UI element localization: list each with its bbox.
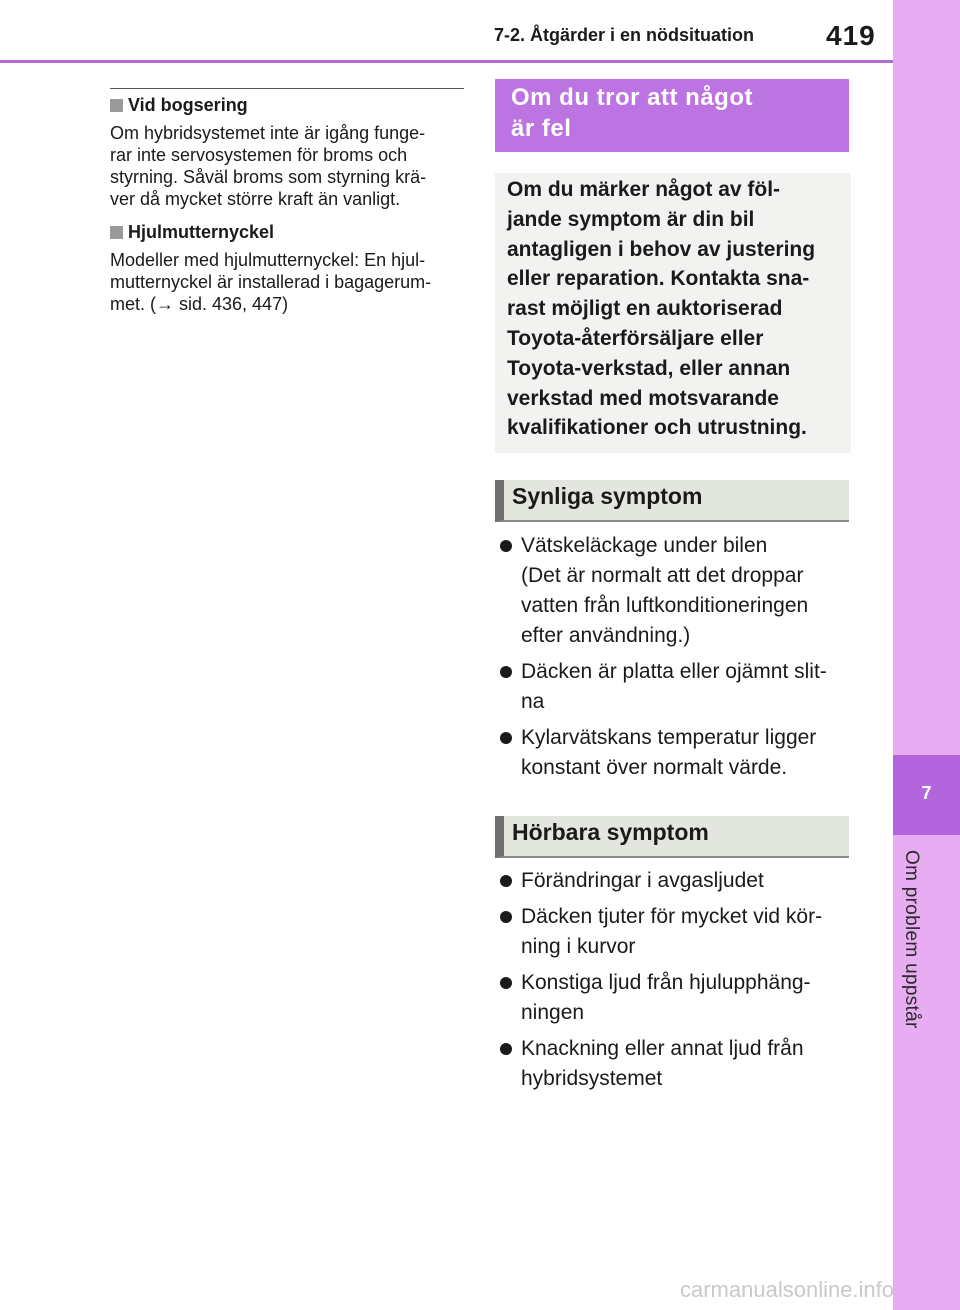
left-column: [110, 88, 464, 327]
visible-symptoms-heading: Synliga symptom: [495, 480, 849, 522]
list-item: Konstiga ljud från hjulupphäng- ningen: [499, 968, 854, 1028]
audible-symptoms-list: [499, 866, 854, 1100]
list-item: Förändringar i avgasljudet: [499, 866, 854, 896]
list-item: Vätskeläckage under bilen (Det är normalt att det droppar vatten från luftkonditioneringen efter användning.): [499, 531, 854, 651]
section-title-box: [495, 79, 849, 152]
page-number: 419: [826, 20, 876, 51]
subheading-text: Vid bogsering: [128, 95, 248, 115]
list-item: Däcken tjuter för mycket vid kör- ning i kurvor: [499, 902, 854, 962]
section-reference: 7-2. Åtgärder i en nödsituation: [494, 25, 755, 45]
subheading-wheel-nut-wrench: [110, 222, 464, 243]
section-title-line: Om du tror att något: [511, 84, 753, 111]
paragraph-towing: Om hybridsystemet inte är igång funge- rar inte servosystemen för broms och styrning. Såväl broms som styrning krä- ver då mycket större kraft än vanligt.: [110, 123, 427, 209]
bullet-icon: [500, 666, 512, 678]
chapter-side-strip: [893, 0, 960, 1310]
list-item: Knackning eller annat ljud från hybridsystemet: [499, 1034, 854, 1094]
bullet-icon: [500, 875, 512, 887]
audible-symptoms-heading: Hörbara symptom: [495, 816, 849, 858]
list-item: Kylarvätskans temperatur ligger konstant över normalt värde.: [499, 723, 854, 783]
bullet-icon: [500, 1043, 512, 1055]
bullet-icon: [500, 540, 512, 552]
chapter-title: Om problem uppstår: [901, 850, 922, 1029]
paragraph-wheel-nut-wrench: Modeller med hjulmutternyckel: En hjul- mutternyckel är installerad i bagagerum- met. (→ sid. 436, 447): [110, 250, 432, 314]
section-title-line: är fel: [511, 115, 572, 142]
intro-box: Om du märker något av föl- jande symptom är din bil antagligen i behov av justering eller reparation. Kontakta sna- rast möjligt en auktoriserad Toyota-återförsäljare eller Toyota-verkstad, eller annan verkstad med motsvarande kvalifikationer och utrustning.: [495, 173, 851, 453]
subheading-towing: [110, 95, 464, 116]
column-top-rule: [110, 88, 464, 89]
chapter-number: 7: [921, 783, 932, 803]
subheading-text: Hjulmutternyckel: [128, 222, 275, 242]
square-bullet-icon: [110, 226, 123, 239]
bullet-icon: [500, 977, 512, 989]
square-bullet-icon: [110, 99, 123, 112]
header-divider: [0, 60, 893, 63]
bullet-icon: [500, 732, 512, 744]
watermark: carmanualsonline.info: [680, 1277, 895, 1302]
visible-symptoms-list: [499, 531, 854, 789]
list-item: Däcken är platta eller ojämnt slit- na: [499, 657, 854, 717]
bullet-icon: [500, 911, 512, 923]
